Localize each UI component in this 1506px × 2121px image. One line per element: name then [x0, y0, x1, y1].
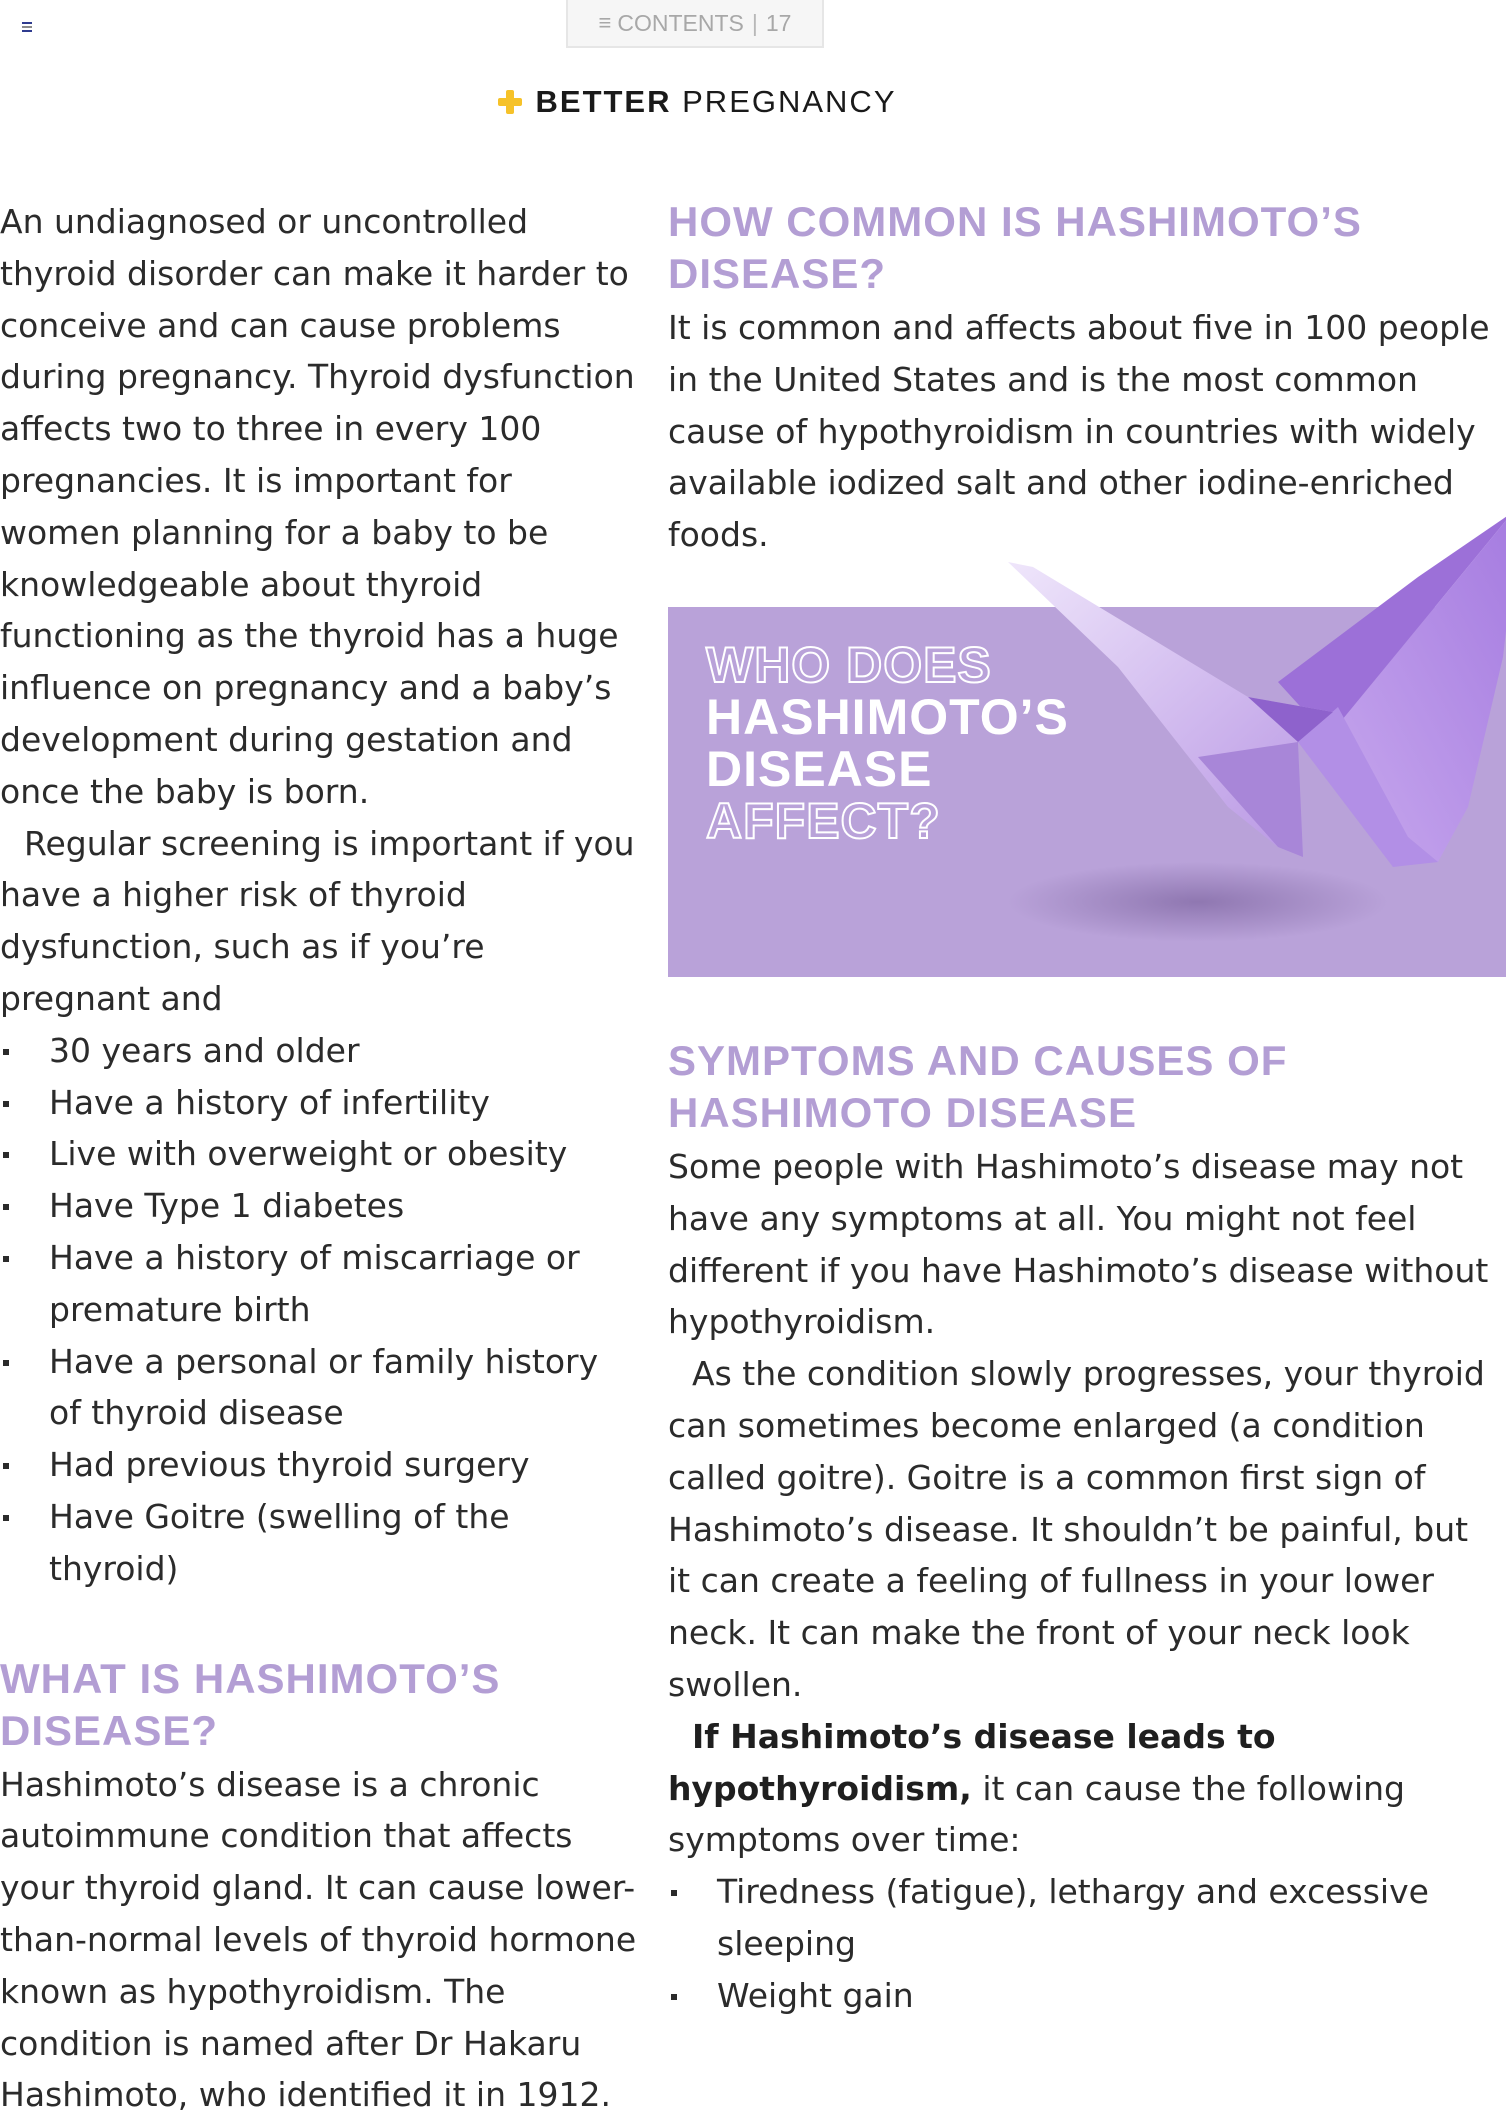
masthead-regular: PREGNANCY: [682, 84, 897, 119]
risk-factor-list: [0, 1025, 640, 1595]
list-icon: ≡: [598, 10, 612, 35]
feature-line-3: DISEASE: [706, 740, 933, 797]
list-item: Live with overweight or obesity: [0, 1128, 640, 1180]
plus-cross-icon: [498, 90, 522, 114]
feature-line-2: HASHIMOTO’S: [706, 688, 1069, 745]
menu-icon[interactable]: [22, 22, 32, 32]
intro-paragraph: An undiagnosed or uncontrolled thyroid disorder can make it harder to conceive and can cause problems during pregnancy. Thyroid dysfunction affects two to three in every 100 pregnancies. It is important for women planning for a baby to be knowledgeable about thyroid functioning as the thyroid has a huge influence on pregnancy and a baby’s development during gestation and once the baby is born.: [0, 202, 635, 811]
how-common-paragraph: It is common and affects about five in 100 people in the United States and is the most common cause of hypothyroidism in countries with widely available iodized salt and other iodine-enriched foods.: [668, 308, 1490, 555]
feature-panel: [668, 607, 1506, 977]
contents-button[interactable]: [566, 0, 824, 48]
list-item: Had previous thyroid surgery: [0, 1439, 640, 1491]
separator: |: [751, 9, 758, 36]
page-number: 17: [765, 9, 792, 36]
screening-paragraph: Regular screening is important if you have a higher risk of thyroid dysfunction, such as if you’re pregnant and: [0, 823, 635, 1018]
symptoms-paragraph-1: Some people with Hashimoto’s disease may not have any symptoms at all. You might not feel different if you have Hashimoto’s disease without hypothyroidism.: [668, 1146, 1489, 1342]
list-item: Have Goitre (swelling of the thyroid): [0, 1491, 640, 1595]
list-item: Have Type 1 diabetes: [0, 1180, 640, 1232]
symptoms-paragraph-2: As the condition slowly progresses, your thyroid can sometimes become enlarged (a condition called goitre). Goitre is a common first sign of Hashimoto’s disease. It shouldn’t be painful, but it can create a feeling of fullness in your lower neck. It can make the front of your neck look swollen.: [668, 1354, 1485, 1704]
symptoms-rest: it can cause the following symptoms over time:: [668, 1768, 1405, 1860]
list-item: Weight gain: [668, 1970, 1498, 2022]
symptoms-paragraph-3: [668, 1711, 1498, 1866]
symptoms-bold-lead: If Hashimoto’s disease leads to hypothyroidism,: [668, 1716, 1276, 1808]
list-item: Have a personal or family history of thyroid disease: [0, 1336, 640, 1440]
list-item: Have a history of infertility: [0, 1077, 640, 1129]
list-item: Have a history of miscarriage or premature birth: [0, 1232, 640, 1336]
right-column: [668, 196, 1498, 2022]
masthead: [0, 84, 1394, 120]
contents-label: CONTENTS: [617, 9, 744, 36]
feature-line-1: WHO DOES: [706, 636, 992, 693]
symptom-list: [668, 1866, 1498, 2021]
feature-title: [706, 636, 1069, 849]
symptoms-heading: SYMPTOMS AND CAUSES OF HASHIMOTO DISEASE: [668, 1036, 1288, 1136]
list-item: 30 years and older: [0, 1025, 640, 1077]
what-is-paragraph: Hashimoto’s disease is a chronic autoimmune condition that affects your thyroid gland. It can cause lower-than-normal levels of thyroid hormone known as hypothyroidism. The condition is named after Dr Hakaru Hashimoto, who identified it in 1912.: [0, 1764, 637, 2115]
origami-butterfly-image: [998, 507, 1506, 957]
list-item: Tiredness (fatigue), lethargy and excessive sleeping: [668, 1866, 1498, 1970]
what-is-heading: WHAT IS HASHIMOTO’S DISEASE?: [0, 1654, 501, 1754]
masthead-bold: BETTER: [535, 84, 672, 119]
feature-line-4: AFFECT?: [706, 792, 941, 849]
left-column: [0, 196, 640, 2121]
how-common-heading: HOW COMMON IS HASHIMOTO’S DISEASE?: [668, 198, 1362, 297]
